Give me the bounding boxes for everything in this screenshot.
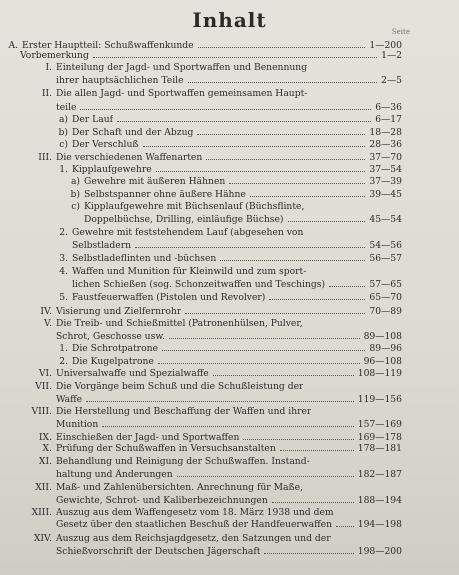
entry-title: ihrer hauptsächlichen Teile — [56, 75, 184, 86]
entry-number: VI. — [38, 368, 52, 379]
entry-number: a) — [58, 114, 68, 125]
toc-entry — [0, 189, 459, 201]
entry-title: Die verschiedenen Waffenarten — [56, 152, 203, 163]
entry-number: 3. — [59, 253, 68, 264]
entry-title: Prüfung der Schußwaffen in Versuchsanstalten — [56, 443, 276, 454]
toc-entry — [0, 456, 459, 468]
entry-number: I. — [45, 62, 52, 73]
toc-entry — [0, 114, 459, 126]
entry-title: Faustfeuerwaffen (Pistolen und Revolver) — [72, 292, 266, 303]
page-range: 178—181 — [357, 443, 402, 454]
toc-entry — [0, 469, 459, 481]
entry-title: Die Vorgänge beim Schuß und die Schußleistung der — [56, 381, 304, 392]
toc-entry — [0, 253, 459, 265]
page-range: 6—36 — [375, 102, 402, 113]
dot-leader — [156, 171, 365, 172]
entry-number: IX. — [38, 432, 52, 443]
entry-title: Schießvorschrift der Deutschen Jägerschaft — [56, 546, 261, 557]
entry-title: Gewehre mit feststehendem Lauf (abgesehen von — [72, 227, 304, 238]
toc-entry — [0, 201, 459, 213]
toc-entry — [0, 139, 459, 151]
toc-entry — [0, 306, 459, 318]
page-range: 119—156 — [357, 394, 402, 405]
entry-title: Die Schrotpatrone — [72, 343, 158, 354]
toc-entry — [0, 62, 459, 74]
page-range: 194—198 — [357, 519, 402, 530]
entry-number: c) — [59, 139, 68, 150]
entry-number: 5. — [59, 292, 68, 303]
toc-entry — [0, 381, 459, 393]
entry-title: Auszug aus dem Reichsjagdgesetz, den Satzungen und der — [56, 533, 331, 544]
toc-entry — [0, 292, 459, 304]
toc-entry — [0, 152, 459, 164]
toc-entry — [0, 75, 459, 87]
toc-entry — [0, 318, 459, 330]
entry-title: Selbstladern — [72, 240, 132, 251]
page-range: 57—65 — [369, 279, 402, 290]
entry-title: Universalwaffe und Spezialwaffe — [56, 368, 209, 379]
entry-number: XIII. — [31, 507, 52, 518]
toc-entry — [0, 331, 459, 343]
entry-number: 4. — [59, 266, 68, 277]
toc-entry — [0, 419, 459, 431]
page-range: 1—200 — [369, 40, 402, 51]
toc-entry — [0, 343, 459, 355]
page-range: 169—178 — [357, 432, 402, 443]
toc-entry — [0, 495, 459, 507]
page-range: 108—119 — [357, 368, 402, 379]
dot-leader — [158, 363, 360, 364]
entry-title: Doppelbüchse, Drilling, einläufige Büchse) — [84, 214, 284, 225]
entry-title: haltung und Änderungen — [56, 469, 173, 480]
toc-entry — [0, 214, 459, 226]
entry-title: Waffen und Munition für Kleinwild und zum sport- — [72, 266, 307, 277]
toc-entry — [0, 88, 459, 100]
entry-number: a) — [70, 176, 80, 187]
toc-entry — [0, 266, 459, 278]
toc-entry — [0, 443, 459, 455]
dot-leader — [213, 375, 354, 376]
page-range: 37—54 — [369, 164, 402, 175]
entry-title: Kipplaufgewehre mit Büchsenlauf (Büchsflinte, — [84, 201, 305, 212]
dot-leader — [102, 426, 354, 427]
entry-title: Der Schaft und der Abzug — [72, 127, 194, 138]
toc-entry — [0, 482, 459, 494]
page-range: 65—70 — [369, 292, 402, 303]
entry-number: XIV. — [33, 533, 52, 544]
page-range: 188—194 — [357, 495, 402, 506]
toc-entry — [0, 507, 459, 519]
page-range: 56—57 — [369, 253, 402, 264]
dot-leader — [117, 121, 371, 122]
page-range: 54—56 — [369, 240, 402, 251]
entry-number: II. — [41, 88, 52, 99]
toc-entry — [0, 368, 459, 380]
entry-number: VIII. — [31, 406, 52, 417]
toc-entry — [0, 519, 459, 531]
entry-title: Erster Hauptteil: Schußwaffenkunde — [22, 40, 194, 51]
toc-entry — [0, 406, 459, 418]
entry-title: Schrot, Geschosse usw. — [56, 331, 166, 342]
page-range: 28—36 — [369, 139, 402, 150]
entry-number: 1. — [59, 343, 68, 354]
page-range: 45—54 — [369, 214, 402, 225]
entry-number: XI. — [38, 456, 52, 467]
toc-entry — [0, 279, 459, 291]
entry-title: Die allen Jagd- und Sportwaffen gemeinsamen Haupt- — [56, 88, 308, 99]
entry-title: Selbstladeflinten und -büchsen — [72, 253, 217, 264]
entry-number: b) — [70, 189, 80, 200]
toc-entry — [0, 127, 459, 139]
toc-entry — [0, 227, 459, 239]
toc-entry — [0, 546, 459, 558]
entry-title: Munition — [56, 419, 99, 430]
toc-entry — [0, 533, 459, 545]
toc-entry — [0, 240, 459, 252]
page-range: 157—169 — [357, 419, 402, 430]
dot-leader — [169, 338, 360, 339]
toc-entry — [0, 164, 459, 176]
entry-number: b) — [58, 127, 68, 138]
page-range: 96—108 — [363, 356, 402, 367]
entry-title: Selbstspanner ohne äußere Hähne — [84, 189, 246, 200]
page-title: Inhalt — [192, 8, 267, 32]
entry-number: XII. — [35, 482, 52, 493]
dot-leader — [86, 401, 354, 402]
entry-title: Behandlung und Reinigung der Schußwaffen. Instand- — [56, 456, 310, 467]
entry-title: lichen Schießen (sog. Schonzeitwaffen und Teschings) — [72, 279, 326, 290]
page-range: 198—200 — [357, 546, 402, 557]
page-range: 182—187 — [357, 469, 402, 480]
entry-title: Die Herstellung und Beschaffung der Waffen und ihrer — [56, 406, 312, 417]
entry-title: Vorbemerkung — [20, 50, 89, 61]
entry-number: IV. — [40, 306, 52, 317]
page-column-label: Seite — [391, 28, 410, 36]
entry-title: Gewichte, Schrot- und Kaliberbezeichnungen — [56, 495, 268, 506]
entry-number: c) — [71, 201, 80, 212]
dot-leader — [93, 57, 377, 58]
dot-leader — [177, 476, 354, 477]
entry-number: VII. — [35, 381, 52, 392]
page-range: 2—5 — [381, 75, 402, 86]
page-range: 70—89 — [369, 306, 402, 317]
entry-title: Einteilung der Jagd- und Sportwaffen und Benennung — [56, 62, 308, 73]
toc-entry — [0, 356, 459, 368]
page-range: 89—96 — [369, 343, 402, 354]
toc-entry — [0, 394, 459, 406]
entry-number: III. — [38, 152, 52, 163]
page-range: 37—70 — [369, 152, 402, 163]
entry-number: 2. — [59, 356, 68, 367]
entry-number: A. — [8, 40, 18, 51]
page-range: 1—2 — [381, 50, 402, 61]
dot-leader — [135, 247, 365, 248]
entry-title: Gewehre mit äußeren Hähnen — [84, 176, 226, 187]
page-range: 37—39 — [369, 176, 402, 187]
entry-title: teile — [56, 102, 77, 113]
entry-title: Gesetz über den staatlichen Beschuß der Handfeuerwaffen — [56, 519, 333, 530]
entry-number: 1. — [59, 164, 68, 175]
page-range: 18—28 — [369, 127, 402, 138]
entry-title: Die Treib- und Schießmittel (Patronenhülsen, Pulver, — [56, 318, 303, 329]
entry-title: Einschießen der Jagd- und Sportwaffen — [56, 432, 240, 443]
entry-number: V. — [44, 318, 52, 329]
entry-title: Auszug aus dem Waffengesetz vom 18. März 1938 und dem — [56, 507, 334, 518]
entry-title: Visierung und Zielfernrohr — [56, 306, 182, 317]
entry-number: 2. — [59, 227, 68, 238]
dot-leader — [143, 146, 365, 147]
page-range: 89—108 — [363, 331, 402, 342]
entry-title: Der Lauf — [72, 114, 114, 125]
entry-title: Waffe — [56, 394, 83, 405]
dot-leader — [80, 109, 371, 110]
entry-title: Der Verschluß — [72, 139, 139, 150]
entry-title: Maß- und Zahlenübersichten. Anrechnung für Maße, — [56, 482, 303, 493]
toc-entry — [0, 176, 459, 188]
entry-title: Kipplaufgewehre — [72, 164, 152, 175]
page-range: 39—45 — [369, 189, 402, 200]
toc-entry — [0, 102, 459, 114]
page-range: 6—17 — [375, 114, 402, 125]
toc-entry — [0, 50, 459, 62]
entry-title: Die Kugelpatrone — [72, 356, 154, 367]
dot-leader — [162, 350, 365, 351]
entry-number: X. — [42, 443, 52, 454]
